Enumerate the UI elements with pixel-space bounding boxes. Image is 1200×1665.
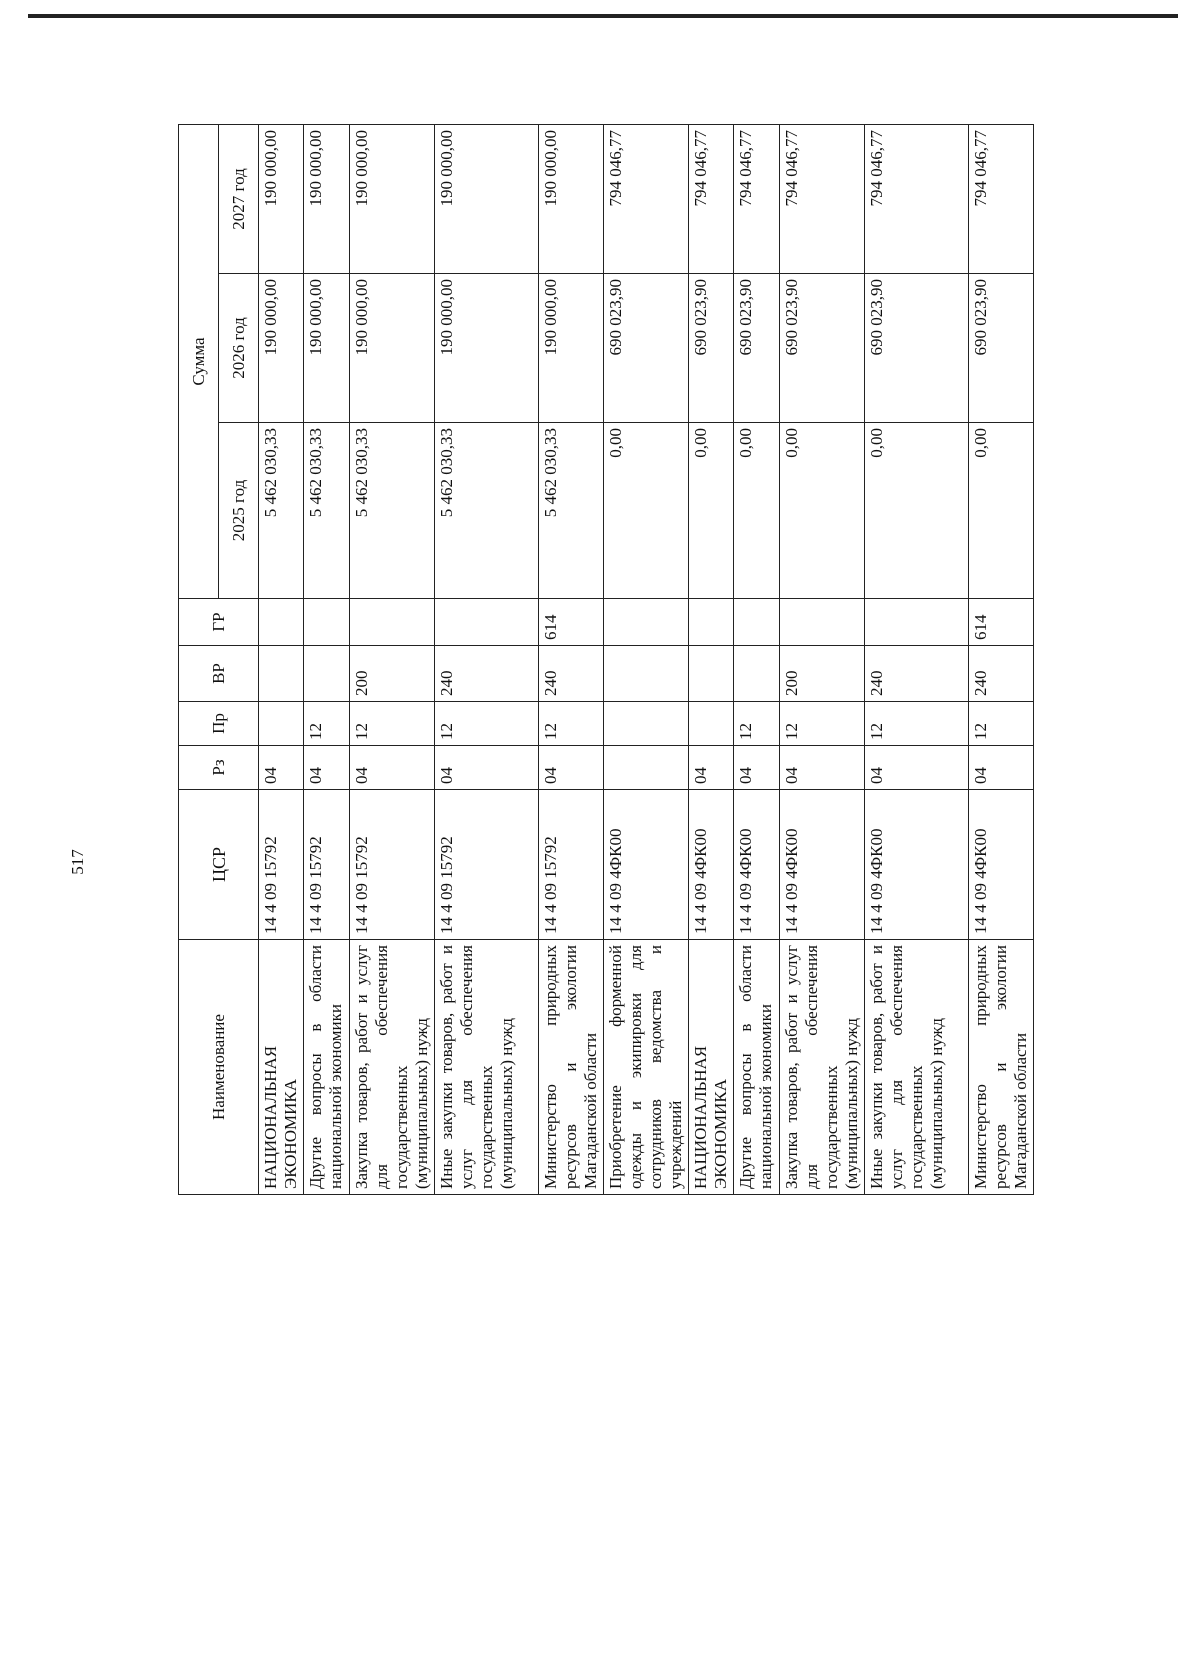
cell-sum-2026: 190 000,00: [539, 274, 604, 423]
cell-gr: [604, 599, 689, 646]
cell-sum-2027: 794 046,77: [604, 124, 689, 273]
cell-pr: 12: [304, 702, 350, 746]
header-vr: ВР: [179, 646, 259, 702]
cell-gr: 614: [539, 599, 604, 646]
page-number: 517: [68, 849, 87, 875]
cell-rz: 04: [734, 746, 780, 790]
cell-csr: 14 4 09 4ФК00: [734, 790, 780, 940]
cell-sum-2027: 794 046,77: [865, 124, 969, 273]
cell-sum-2025: 5 462 030,33: [435, 423, 539, 599]
cell-rz: 04: [969, 746, 1034, 790]
cell-sum-2025: 0,00: [734, 423, 780, 599]
cell-name: Приобретение форменной одежды и экипировки для сотрудников ведомства и учреждений: [604, 940, 689, 1195]
cell-sum-2027: 794 046,77: [689, 124, 734, 273]
header-csr: ЦСР: [179, 790, 259, 940]
cell-sum-2027: 190 000,00: [435, 124, 539, 273]
cell-sum-2025: 5 462 030,33: [259, 423, 304, 599]
cell-gr: [304, 599, 350, 646]
cell-name: Министерство природных ресурсов и экологии Магаданской области: [969, 940, 1034, 1195]
cell-sum-2025: 5 462 030,33: [539, 423, 604, 599]
cell-rz: 04: [259, 746, 304, 790]
cell-csr: 14 4 09 15792: [350, 790, 435, 940]
table-row: [780, 124, 865, 1194]
cell-sum-2025: 0,00: [689, 423, 734, 599]
cell-name: Другие вопросы в области национальной экономики: [304, 940, 350, 1195]
cell-sum-2027: 190 000,00: [539, 124, 604, 273]
cell-pr: 12: [350, 702, 435, 746]
cell-sum-2025: 5 462 030,33: [350, 423, 435, 599]
cell-csr: 14 4 09 15792: [304, 790, 350, 940]
table-row: [435, 124, 539, 1194]
cell-csr: 14 4 09 4ФК00: [780, 790, 865, 940]
cell-csr: 14 4 09 15792: [435, 790, 539, 940]
cell-rz: 04: [865, 746, 969, 790]
cell-vr: 240: [539, 646, 604, 702]
cell-sum-2027: 794 046,77: [734, 124, 780, 273]
cell-gr: [780, 599, 865, 646]
cell-sum-2026: 690 023,90: [865, 274, 969, 423]
table-row: [604, 124, 689, 1194]
cell-rz: 04: [539, 746, 604, 790]
cell-vr: [304, 646, 350, 702]
header-year-2027: 2027 год: [219, 124, 259, 273]
cell-rz: [604, 746, 689, 790]
rotated-page-content: [178, 125, 1078, 1195]
cell-sum-2026: 690 023,90: [689, 274, 734, 423]
table-row: [539, 124, 604, 1194]
cell-sum-2026: 690 023,90: [780, 274, 865, 423]
cell-vr: 240: [435, 646, 539, 702]
cell-vr: 240: [865, 646, 969, 702]
table-row: [969, 124, 1034, 1194]
header-gr: ГР: [179, 599, 259, 646]
cell-sum-2025: 0,00: [865, 423, 969, 599]
cell-vr: [604, 646, 689, 702]
table-header: [179, 124, 259, 1194]
cell-sum-2026: 690 023,90: [734, 274, 780, 423]
cell-csr: 14 4 09 4ФК00: [689, 790, 734, 940]
cell-sum-2026: 690 023,90: [969, 274, 1034, 423]
cell-rz: 04: [435, 746, 539, 790]
table-row: [734, 124, 780, 1194]
cell-vr: [259, 646, 304, 702]
cell-gr: 614: [969, 599, 1034, 646]
cell-csr: 14 4 09 4ФК00: [604, 790, 689, 940]
cell-sum-2026: 190 000,00: [304, 274, 350, 423]
cell-name: Министерство природных ресурсов и экологии Магаданской области: [539, 940, 604, 1195]
cell-sum-2027: 190 000,00: [259, 124, 304, 273]
cell-pr: 12: [539, 702, 604, 746]
cell-sum-2026: 190 000,00: [259, 274, 304, 423]
cell-pr: 12: [969, 702, 1034, 746]
cell-sum-2027: 190 000,00: [304, 124, 350, 273]
cell-rz: 04: [780, 746, 865, 790]
table-row: [689, 124, 734, 1194]
top-rule: [28, 14, 1178, 18]
header-rz: Рз: [179, 746, 259, 790]
table-row: [865, 124, 969, 1194]
header-sum: Сумма: [179, 124, 219, 598]
cell-gr: [734, 599, 780, 646]
cell-pr: 12: [780, 702, 865, 746]
header-year-2026: 2026 год: [219, 274, 259, 423]
cell-csr: 14 4 09 4ФК00: [865, 790, 969, 940]
cell-sum-2026: 190 000,00: [435, 274, 539, 423]
cell-pr: 12: [865, 702, 969, 746]
cell-rz: 04: [350, 746, 435, 790]
cell-pr: [689, 702, 734, 746]
cell-vr: [689, 646, 734, 702]
cell-sum-2027: 794 046,77: [780, 124, 865, 273]
cell-name: НАЦИОНАЛЬНАЯ ЭКОНОМИКА: [259, 940, 304, 1195]
cell-name: Закупка товаров, работ и услуг для обеспечения государственных (муниципальных) нужд: [780, 940, 865, 1195]
cell-name: Иные закупки товаров, работ и услуг для обеспечения государственных (муниципальных) нужд: [435, 940, 539, 1195]
table-row: [259, 124, 304, 1194]
cell-gr: [435, 599, 539, 646]
cell-gr: [259, 599, 304, 646]
cell-sum-2025: 0,00: [604, 423, 689, 599]
cell-name: Иные закупки товаров, работ и услуг для обеспечения государственных (муниципальных) нужд: [865, 940, 969, 1195]
cell-gr: [689, 599, 734, 646]
cell-sum-2025: 0,00: [969, 423, 1034, 599]
cell-pr: 12: [435, 702, 539, 746]
cell-sum-2026: 690 023,90: [604, 274, 689, 423]
cell-vr: 200: [780, 646, 865, 702]
cell-name: Другие вопросы в области национальной экономики: [734, 940, 780, 1195]
cell-sum-2025: 0,00: [780, 423, 865, 599]
cell-vr: [734, 646, 780, 702]
cell-gr: [350, 599, 435, 646]
cell-sum-2026: 190 000,00: [350, 274, 435, 423]
cell-rz: 04: [689, 746, 734, 790]
table-row: [304, 124, 350, 1194]
budget-table: [178, 124, 1034, 1195]
table-row: [350, 124, 435, 1194]
cell-csr: 14 4 09 15792: [259, 790, 304, 940]
cell-name: НАЦИОНАЛЬНАЯ ЭКОНОМИКА: [689, 940, 734, 1195]
header-year-2025: 2025 год: [219, 423, 259, 599]
cell-sum-2027: 190 000,00: [350, 124, 435, 273]
table-body: [259, 124, 1034, 1194]
cell-pr: 12: [734, 702, 780, 746]
cell-vr: 200: [350, 646, 435, 702]
header-pr: Пр: [179, 702, 259, 746]
cell-pr: [604, 702, 689, 746]
header-name: Наименование: [179, 940, 259, 1195]
cell-csr: 14 4 09 4ФК00: [969, 790, 1034, 940]
cell-sum-2027: 794 046,77: [969, 124, 1034, 273]
cell-sum-2025: 5 462 030,33: [304, 423, 350, 599]
cell-csr: 14 4 09 15792: [539, 790, 604, 940]
cell-pr: [259, 702, 304, 746]
cell-rz: 04: [304, 746, 350, 790]
cell-vr: 240: [969, 646, 1034, 702]
cell-name: Закупка товаров, работ и услуг для обеспечения государственных (муниципальных) нужд: [350, 940, 435, 1195]
cell-gr: [865, 599, 969, 646]
